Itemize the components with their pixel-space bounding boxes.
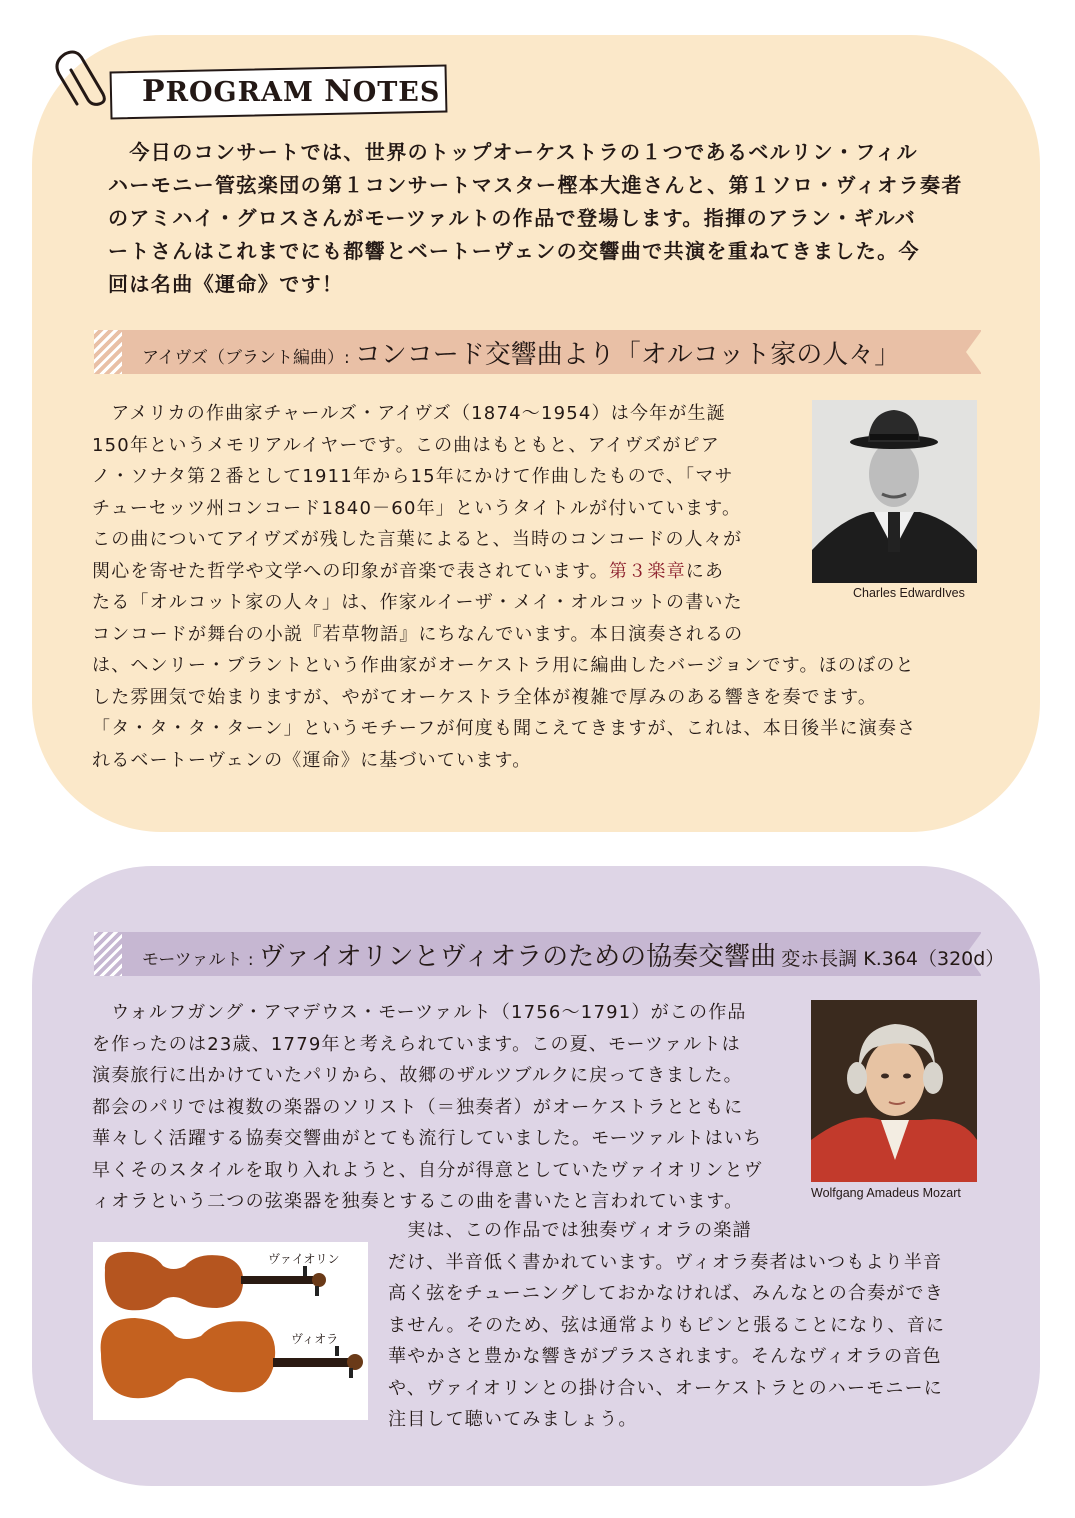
program-notes-title: PROGRAM NOTES xyxy=(142,74,441,109)
mozart-paragraph-1: ウォルフガング・アマデウス・モーツァルト（1756〜1791）がこの作品 を作ったのは23歳、1779年と考えられています。この夏、モーツァルトは 演奏旅行に出かけていたパリから、故郷のザルツブルクに戻ってきました。 都会のパリでは複数の楽器のソリスト（＝独奏者）がオーケストラとともに 華々しく活躍する協奏交響曲がとても流行していました。モーツァルトはいち 早くそのスタイルを取り入れようと、自分が得意としていたヴァイオリンとヴ ィオラという二つの弦楽器を独奏とするこの曲を書いたと言われています。 xyxy=(92,1002,763,1212)
composer-label: モーツァルト : xyxy=(142,950,254,970)
violin-label: ヴァイオリン xyxy=(268,1252,340,1266)
program-notes-tag xyxy=(110,68,445,114)
ives-paragraph: アメリカの作曲家チャールズ・アイヴズ（1874〜1954）は今年が生誕 150年というメモリアルイヤーです。この曲はもともと、アイヴズがピア ノ・ソナタ第２番として1911年から15年にかけて作曲したもので、「マサ チューセッツ州コンコード1840－60年」というタイトルが付いています。 この曲についてアイヴズが残した言葉によると、当時のコンコードの人々が 関心を寄せた哲学や文学への印象が音楽で表されています。第３楽章にあ たる「オルコット家の人々」は、作家ルイーザ・メイ・オルコットの書いた コンコードが舞台の小説『若草物語』にちなんでいます。本日演奏されるの は、ヘンリー・ブラントという作曲家がオーケストラ用に編曲したバージョンです。ほのぼのと した雰囲気で始まりますが、やがてオーケストラ全体が複雑で厚みのある響きを奏でます。 「タ・タ・タ・ターン」というモチーフが何度も聞こえてきますが、これは、本日後半に演奏さ れるベートーヴェンの《運命》に基づいています。 xyxy=(92,403,917,771)
work-key: 変ホ長調 K.364（320d） xyxy=(781,948,1005,970)
ives-caption: Charles EdwardIves xyxy=(853,586,965,600)
work-title: ヴァイオリンとヴィオラのための協奏交響曲 xyxy=(258,942,777,972)
ives-portrait xyxy=(812,400,977,583)
intro-paragraph: 今日のコンサートでは、世界のトップオーケストラの１つであるベルリン・フィル ハーモニー管弦楽団の第１コンサートマスター樫本大進さんと、第１ソロ・ヴィオラ奏者 のアミハイ・グロスさんがモーツァルトの作品で登場します。指揮のアラン・ギルバ ートさんはこれまでにも都響とベートーヴェンの交響曲で共演を重ねてきました。今 回は名曲《運命》です！ xyxy=(108,140,963,296)
movement-highlight: 第３楽章 xyxy=(608,560,686,582)
section-heading-ives xyxy=(94,330,981,374)
section-heading-mozart xyxy=(94,932,1005,976)
mozart-caption: Wolfgang Amadeus Mozart xyxy=(811,1186,961,1200)
work-title: コンコード交響曲より「オルコット家の人々」 xyxy=(354,340,901,370)
mozart-portrait xyxy=(811,1000,977,1182)
violin-viola-image xyxy=(93,1242,368,1420)
composer-label: アイヴズ（ブラント編曲）: xyxy=(142,348,350,368)
viola-label: ヴィオラ xyxy=(291,1332,339,1346)
mozart-paragraph-2: 実は、この作品では独奏ヴィオラの楽譜 だけ、半音低く書かれています。ヴィオラ奏者はいつもより半音 高く弦をチューニングしておかなければ、みんなとの合奏ができ ません。そのため、弦は通常よりもピンと張ることになり、音に 華やかさと豊かな響きがプラスされます。そんなヴィオラの音色 や、ヴァイオリンとの掛け合い、オーケストラとのハーモニーに 注目して聴いてみましょう。 xyxy=(388,1220,946,1430)
